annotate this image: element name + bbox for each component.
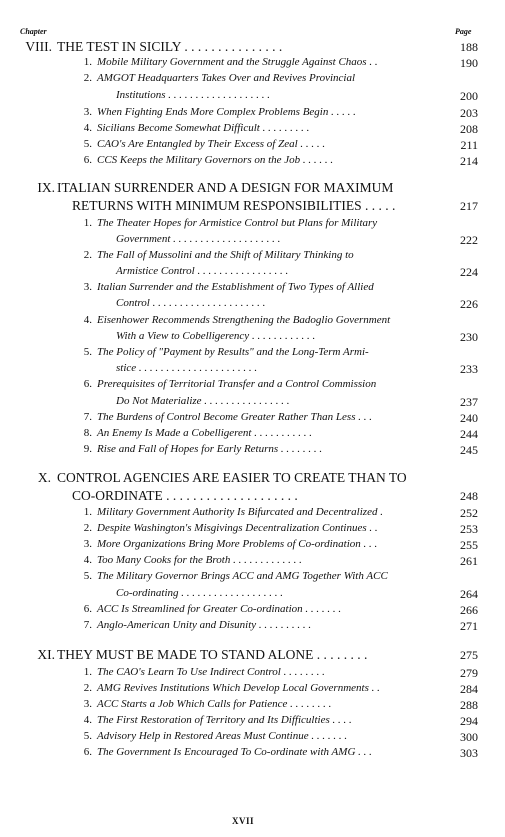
section-title-line: With a View to Cobelligerency . . . . . . . . . . . . [116, 330, 316, 342]
section-number: 4. [83, 122, 92, 134]
section-number: 4. [83, 554, 92, 566]
section-page-number: 266 [460, 603, 478, 617]
section-page-number: 255 [460, 538, 478, 552]
chapter-number: VIII. [25, 39, 52, 54]
section-page-number: 190 [460, 56, 478, 70]
section-number: 9. [83, 443, 92, 455]
section-page-number: 245 [460, 443, 478, 457]
chapter-page-number: 248 [460, 489, 478, 503]
section-title-line: Prerequisites of Territorial Transfer and a Control Commission [97, 378, 377, 390]
section-title-line: The Fall of Mussolini and the Shift of Military Thinking to [97, 249, 354, 261]
section-page-number: 224 [460, 265, 478, 279]
section-number: 5. [83, 570, 92, 582]
section-number: 1. [83, 666, 92, 678]
section-page-number: 264 [460, 587, 478, 601]
section-title-line: Government . . . . . . . . . . . . . . . . . . . . [116, 233, 281, 245]
section-title-line: Too Many Cooks for the Broth . . . . . . . . . . . . . [97, 554, 302, 566]
chapter-title-line: CO-ORDINATE . . . . . . . . . . . . . . . . . . . . [72, 488, 298, 503]
section-page-number: 211 [460, 138, 478, 152]
section-page-number: 233 [460, 362, 478, 376]
section-title-line: Military Government Authority Is Bifurcated and Decentralized . [97, 506, 383, 518]
chapter-page-number: 188 [460, 40, 478, 54]
section-number: 2. [83, 72, 92, 84]
section-number: 3. [83, 698, 92, 710]
section-number: 1. [83, 506, 92, 518]
section-title-line: Eisenhower Recommends Strengthening the Badoglio Government [97, 314, 391, 326]
section-number: 2. [83, 249, 92, 261]
section-number: 6. [83, 154, 92, 166]
section-title-line: An Enemy Is Made a Cobelligerent . . . . . . . . . . . [97, 427, 312, 439]
section-title-line: The Burdens of Control Become Greater Rather Than Less . . . [97, 411, 372, 423]
section-page-number: 284 [460, 682, 478, 696]
section-title-line: Italian Surrender and the Establishment of Two Types of Allied [97, 281, 374, 293]
section-number: 1. [83, 217, 92, 229]
section-title-line: ACC Starts a Job Which Calls for Patience . . . . . . . . [97, 698, 332, 710]
chapter-page-number: 217 [460, 199, 478, 213]
section-number: 7. [83, 411, 92, 423]
section-number: 5. [83, 346, 92, 358]
section-number: 6. [83, 378, 92, 390]
section-page-number: 271 [460, 619, 478, 633]
section-page-number: 230 [460, 330, 478, 344]
section-title-line: AMG Revives Institutions Which Develop Local Governments . . [97, 682, 380, 694]
section-title-line: Armistice Control . . . . . . . . . . . . . . . . . [116, 265, 289, 277]
section-title-line: CCS Keeps the Military Governors on the Job . . . . . . [97, 154, 334, 166]
section-page-number: 222 [460, 233, 478, 247]
section-title-line: The First Restoration of Territory and Its Difficulties . . . . [97, 714, 352, 726]
section-page-number: 300 [460, 730, 478, 744]
section-title-line: More Organizations Bring More Problems of Co-ordination . . . [97, 538, 378, 550]
section-number: 2. [83, 522, 92, 534]
chapter-title-line: THEY MUST BE MADE TO STAND ALONE . . . . . . . . [57, 647, 368, 662]
chapter-title-line: RETURNS WITH MINIMUM RESPONSIBILITIES . . . . . [72, 198, 396, 213]
section-page-number: 214 [460, 154, 478, 168]
section-title-line: Co-ordinating . . . . . . . . . . . . . . . . . . . [116, 587, 284, 599]
section-number: 4. [83, 714, 92, 726]
section-page-number: 294 [460, 714, 478, 728]
section-title-line: AMGOT Headquarters Takes Over and Revives Provincial [97, 72, 356, 84]
section-title-line: Mobile Military Government and the Struggle Against Chaos . . [97, 56, 378, 68]
section-title-line: The Policy of "Payment by Results" and the Long-Term Armi- [97, 346, 369, 358]
section-number: 3. [83, 106, 92, 118]
chapter-title-line: ITALIAN SURRENDER AND A DESIGN FOR MAXIMUM [57, 180, 394, 195]
section-page-number: 279 [460, 666, 478, 680]
section-page-number: 261 [460, 554, 478, 568]
section-title-line: Despite Washington's Misgivings Decentralization Continues . . [97, 522, 378, 534]
section-number: 5. [83, 138, 92, 150]
chapter-column-label: Chapter [20, 27, 47, 36]
section-number: 4. [83, 314, 92, 326]
section-title-line: Rise and Fall of Hopes for Early Returns . . . . . . . . [97, 443, 323, 455]
section-page-number: 200 [460, 89, 478, 103]
section-title-line: The Government Is Encouraged To Co-ordinate with AMG . . . [97, 746, 372, 758]
section-page-number: 288 [460, 698, 478, 712]
section-title-line: Anglo-American Unity and Disunity . . . . . . . . . . [97, 619, 312, 631]
section-page-number: 240 [460, 411, 478, 425]
section-number: 8. [83, 427, 92, 439]
section-page-number: 244 [460, 427, 478, 441]
chapter-number: IX. [37, 180, 55, 195]
section-number: 3. [83, 281, 92, 293]
chapter-number: XI. [37, 647, 55, 662]
section-page-number: 208 [460, 122, 478, 136]
section-page-number: 253 [460, 522, 478, 536]
section-number: 6. [83, 746, 92, 758]
chapter-title-line: CONTROL AGENCIES ARE EASIER TO CREATE THAN TO [57, 470, 407, 485]
section-number: 3. [83, 538, 92, 550]
page-column-label: Page [455, 27, 472, 36]
section-number: 5. [83, 730, 92, 742]
section-title-line: ACC Is Streamlined for Greater Co-ordination . . . . . . . [97, 603, 342, 615]
section-number: 2. [83, 682, 92, 694]
section-number: 7. [83, 619, 92, 631]
section-title-line: Advisory Help in Restored Areas Must Continue . . . . . . . [97, 730, 348, 742]
section-title-line: When Fighting Ends More Complex Problems Begin . . . . . [97, 106, 356, 118]
section-page-number: 252 [460, 506, 478, 520]
chapter-page-number: 275 [460, 648, 478, 662]
section-number: 1. [83, 56, 92, 68]
section-title-line: The CAO's Learn To Use Indirect Control . . . . . . . . [97, 666, 325, 678]
section-title-line: Control . . . . . . . . . . . . . . . . . . . . . [116, 297, 266, 309]
section-title-line: CAO's Are Entangled by Their Excess of Zeal . . . . . [97, 138, 326, 150]
section-page-number: 203 [460, 106, 478, 120]
section-number: 6. [83, 603, 92, 615]
page-numeral: XVII [232, 816, 255, 826]
chapter-title-line: THE TEST IN SICILY . . . . . . . . . . . . . . . [57, 39, 283, 54]
section-title-line: Institutions . . . . . . . . . . . . . . . . . . . [116, 89, 271, 101]
section-page-number: 237 [460, 395, 478, 409]
chapter-number: X. [37, 470, 51, 485]
section-page-number: 226 [460, 297, 478, 311]
section-page-number: 303 [460, 746, 478, 760]
section-title-line: The Military Governor Brings ACC and AMG Together With ACC [97, 570, 388, 582]
section-title-line: stice . . . . . . . . . . . . . . . . . . . . . . [116, 362, 258, 374]
section-title-line: The Theater Hopes for Armistice Control but Plans for Military [97, 217, 378, 229]
section-title-line: Do Not Materialize . . . . . . . . . . . . . . . . [116, 395, 290, 407]
section-title-line: Sicilians Become Somewhat Difficult . . . . . . . . . [97, 122, 310, 134]
